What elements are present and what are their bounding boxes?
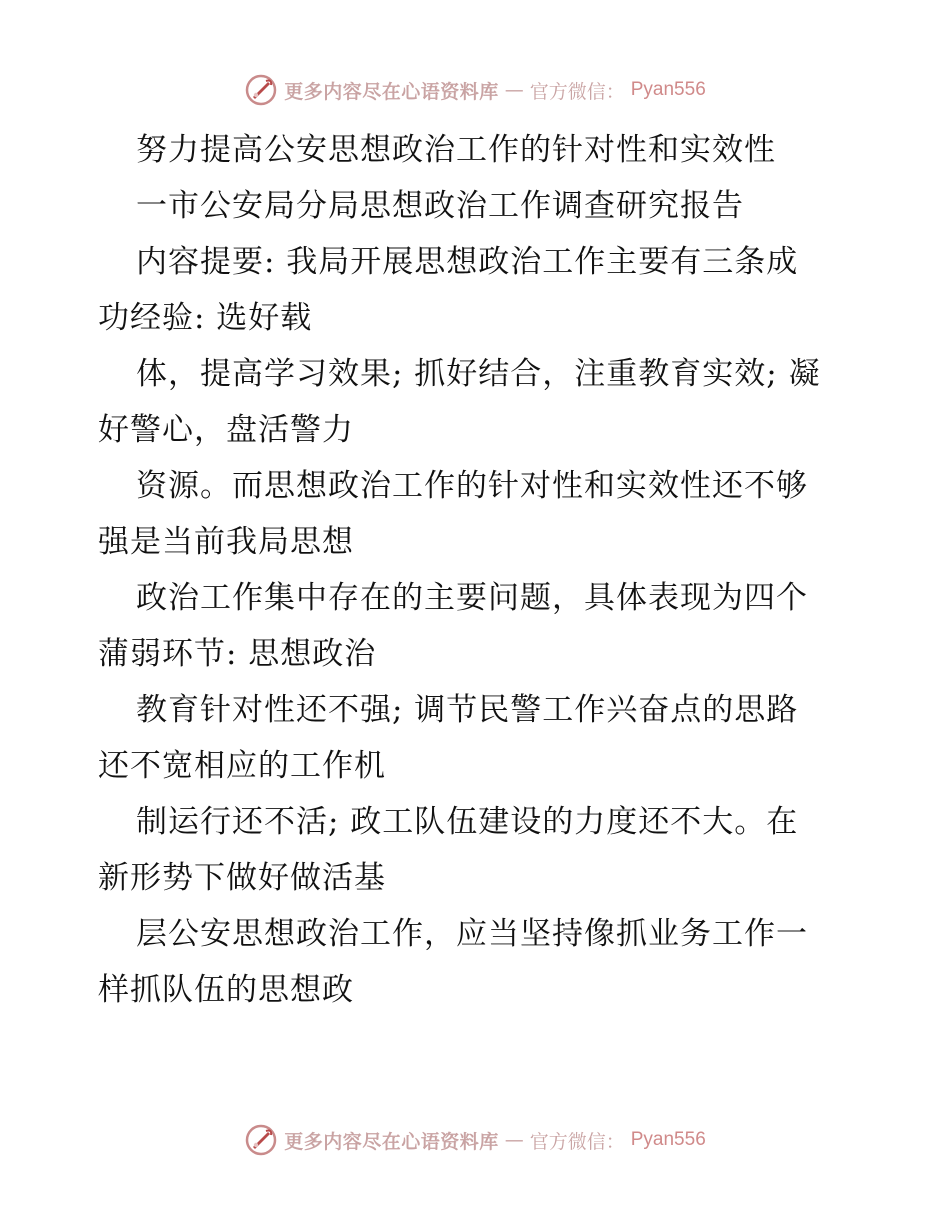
paragraph-6 [98,794,858,906]
paragraph-line: 强是当前我局思想 [98,524,354,560]
watermark-wechat-id: Pyan556 [630,1129,706,1150]
quill-logo-icon [244,1123,278,1157]
paragraph-line: 功经验: 选好载 [98,300,313,336]
paragraph-7 [98,906,858,1018]
paragraph-line: 内容提要: 我局开展思想政治工作主要有三条成 [136,244,799,280]
paragraph-line: 制运行还不活; 政工队伍建设的力度还不大。在 [136,804,799,840]
watermark-separator: — [504,1129,524,1151]
quill-logo-icon [244,73,278,107]
paragraph-line: 新形势下做好做活基 [98,860,386,896]
watermark-separator: — [504,79,524,101]
paragraph-line: 政治工作集中存在的主要问题，具体表现为四个 [136,580,808,616]
document-body [98,122,858,1018]
subtitle-line: 一市公安局分局思想政治工作调查研究报告 [136,188,744,224]
paragraph-line: 好警心，盘活警力 [98,412,354,448]
watermark-wechat-label: 官方微信： [529,80,625,103]
paragraph-line: 还不宽相应的工作机 [98,748,386,784]
paragraph-line: 样抓队伍的思想政 [98,972,354,1008]
watermark-site-text: 更多内容尽在心语资料库 [284,80,499,103]
paragraph-1 [98,234,858,346]
paragraph-line: 体，提高学习效果; 抓好结合，注重教育实效; 凝 [136,356,821,392]
watermark-wechat-label: 官方微信： [529,1130,625,1153]
title-line: 努力提高公安思想政治工作的针对性和实效性 [136,132,776,168]
paragraph-5 [98,682,858,794]
paragraph-3 [98,458,858,570]
watermark-wechat-id: Pyan556 [630,79,706,100]
paragraph-line: 层公安思想政治工作，应当坚持像抓业务工作一 [136,916,808,952]
footer-watermark [0,1120,950,1160]
watermark-site-text: 更多内容尽在心语资料库 [284,1130,499,1153]
paragraph-line: 教育针对性还不强; 调节民警工作兴奋点的思路 [136,692,799,728]
document-title [98,122,858,178]
paragraph-line: 蒲弱环节: 思想政治 [98,636,377,672]
paragraph-line: 资源。而思想政治工作的针对性和实效性还不够 [136,468,808,504]
paragraph-2 [98,346,858,458]
document-subtitle [98,178,858,234]
header-watermark [0,70,950,110]
paragraph-4 [98,570,858,682]
